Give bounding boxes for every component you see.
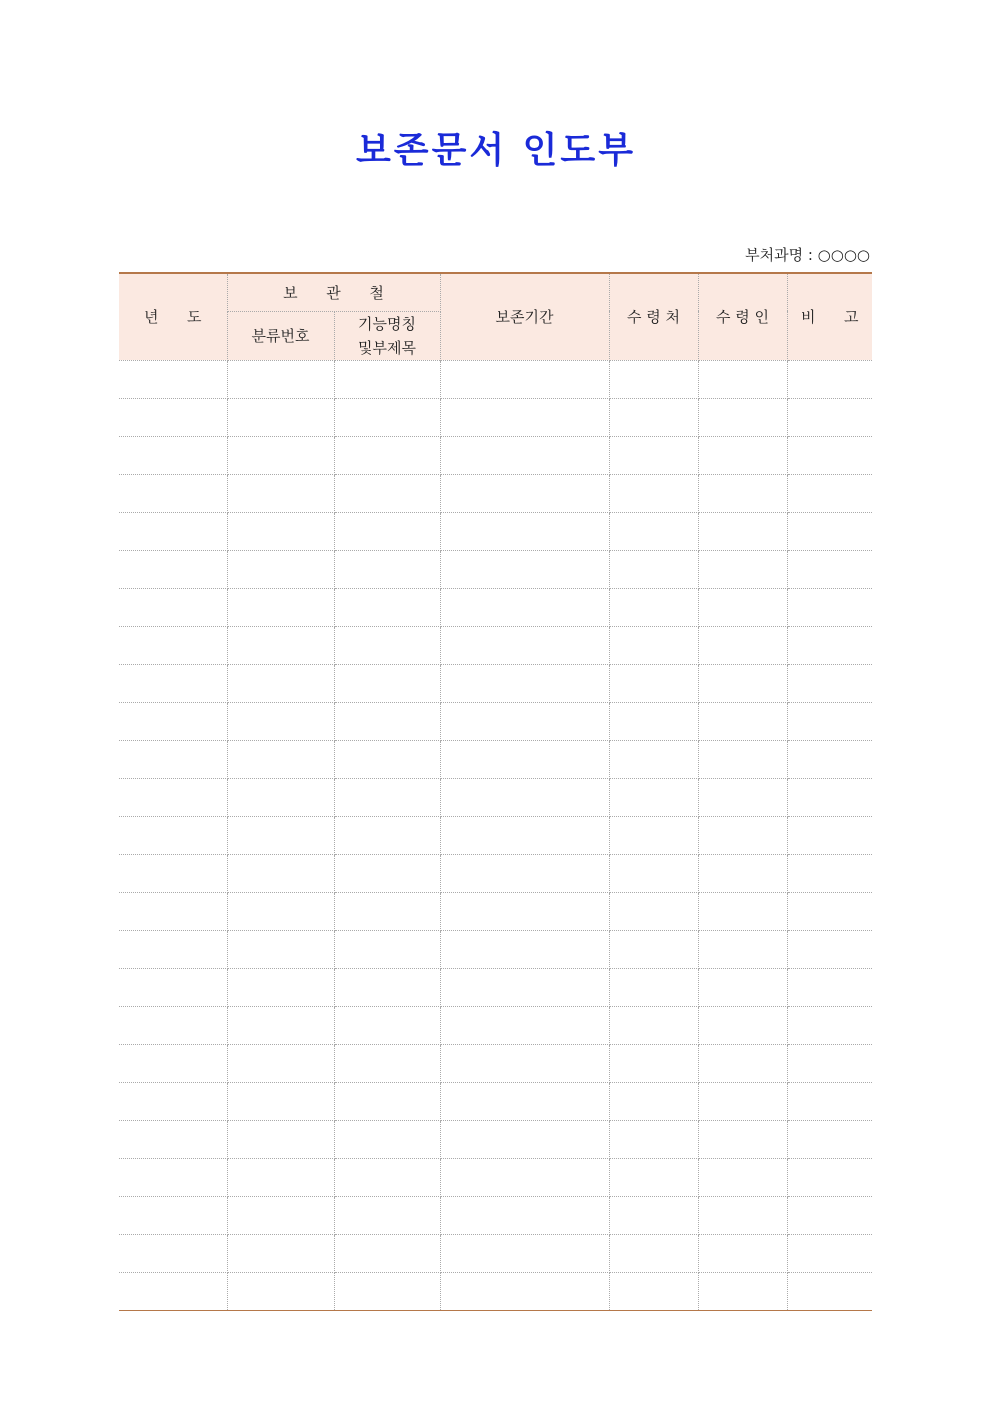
year-cell[interactable]: [119, 550, 227, 588]
recipient-place-cell[interactable]: [609, 1196, 698, 1234]
class-no-cell[interactable]: [227, 436, 334, 474]
remarks-cell[interactable]: [787, 398, 872, 436]
year-cell[interactable]: [119, 1272, 227, 1310]
remarks-cell[interactable]: [787, 436, 872, 474]
retention-cell[interactable]: [440, 626, 609, 664]
recipient-person-cell[interactable]: [698, 740, 787, 778]
class-no-cell[interactable]: [227, 398, 334, 436]
header-year: 년 도: [119, 273, 227, 360]
function-name-cell[interactable]: [334, 892, 440, 930]
table-row: [119, 1272, 872, 1310]
year-cell[interactable]: [119, 892, 227, 930]
function-name-cell[interactable]: [334, 398, 440, 436]
recipient-person-cell[interactable]: [698, 854, 787, 892]
header-function-name-line2: 및부제목: [358, 338, 416, 357]
table-row: [119, 588, 872, 626]
header-file-group: 보 관 철: [227, 273, 440, 311]
class-no-cell[interactable]: [227, 740, 334, 778]
remarks-cell[interactable]: [787, 1082, 872, 1120]
function-name-cell[interactable]: [334, 816, 440, 854]
recipient-place-cell[interactable]: [609, 664, 698, 702]
table-row: [119, 740, 872, 778]
function-name-cell[interactable]: [334, 1082, 440, 1120]
table-row: [119, 512, 872, 550]
class-no-cell[interactable]: [227, 778, 334, 816]
year-cell[interactable]: [119, 854, 227, 892]
recipient-person-cell[interactable]: [698, 968, 787, 1006]
recipient-place-cell[interactable]: [609, 626, 698, 664]
year-cell[interactable]: [119, 398, 227, 436]
function-name-cell[interactable]: [334, 1158, 440, 1196]
remarks-cell[interactable]: [787, 1234, 872, 1272]
function-name-cell[interactable]: [334, 360, 440, 398]
recipient-person-cell[interactable]: [698, 1196, 787, 1234]
class-no-cell[interactable]: [227, 892, 334, 930]
year-cell[interactable]: [119, 1234, 227, 1272]
retention-cell[interactable]: [440, 474, 609, 512]
remarks-cell[interactable]: [787, 892, 872, 930]
table-row: [119, 1082, 872, 1120]
class-no-cell[interactable]: [227, 702, 334, 740]
table-row: [119, 854, 872, 892]
class-no-cell[interactable]: [227, 1044, 334, 1082]
class-no-cell[interactable]: [227, 588, 334, 626]
year-cell[interactable]: [119, 1044, 227, 1082]
remarks-cell[interactable]: [787, 474, 872, 512]
year-cell[interactable]: [119, 702, 227, 740]
class-no-cell[interactable]: [227, 474, 334, 512]
function-name-cell[interactable]: [334, 588, 440, 626]
function-name-cell[interactable]: [334, 512, 440, 550]
retention-cell[interactable]: [440, 702, 609, 740]
function-name-cell[interactable]: [334, 550, 440, 588]
class-no-cell[interactable]: [227, 854, 334, 892]
year-cell[interactable]: [119, 474, 227, 512]
recipient-person-cell[interactable]: [698, 778, 787, 816]
header-function-name-line1: 기능명칭: [358, 314, 416, 333]
recipient-person-cell[interactable]: [698, 436, 787, 474]
retention-cell[interactable]: [440, 778, 609, 816]
header-remarks: 비 고: [787, 273, 872, 360]
class-no-cell[interactable]: [227, 664, 334, 702]
recipient-place-cell[interactable]: [609, 1120, 698, 1158]
retention-cell[interactable]: [440, 1044, 609, 1082]
table-row: [119, 778, 872, 816]
remarks-cell[interactable]: [787, 1158, 872, 1196]
retention-cell[interactable]: [440, 398, 609, 436]
remarks-cell[interactable]: [787, 588, 872, 626]
recipient-place-cell[interactable]: [609, 550, 698, 588]
retention-cell[interactable]: [440, 360, 609, 398]
year-cell[interactable]: [119, 664, 227, 702]
header-retention: 보존기간: [440, 273, 609, 360]
table-row: [119, 1120, 872, 1158]
year-cell[interactable]: [119, 816, 227, 854]
page-title: 보존문서 인도부: [356, 130, 636, 171]
retention-cell[interactable]: [440, 588, 609, 626]
retention-cell[interactable]: [440, 740, 609, 778]
remarks-cell[interactable]: [787, 1272, 872, 1310]
function-name-cell[interactable]: [334, 778, 440, 816]
year-cell[interactable]: [119, 968, 227, 1006]
function-name-cell[interactable]: [334, 1006, 440, 1044]
recipient-person-cell[interactable]: [698, 474, 787, 512]
class-no-cell[interactable]: [227, 930, 334, 968]
recipient-person-cell[interactable]: [698, 1120, 787, 1158]
table-row: [119, 968, 872, 1006]
remarks-cell[interactable]: [787, 968, 872, 1006]
table-row: [119, 702, 872, 740]
function-name-cell[interactable]: [334, 740, 440, 778]
year-cell[interactable]: [119, 1158, 227, 1196]
class-no-cell[interactable]: [227, 1006, 334, 1044]
table-row: [119, 550, 872, 588]
recipient-place-cell[interactable]: [609, 892, 698, 930]
retention-cell[interactable]: [440, 512, 609, 550]
year-cell[interactable]: [119, 512, 227, 550]
remarks-cell[interactable]: [787, 512, 872, 550]
function-name-cell[interactable]: [334, 854, 440, 892]
remarks-cell[interactable]: [787, 778, 872, 816]
year-cell[interactable]: [119, 1006, 227, 1044]
header-recipient-person: 수 령 인: [698, 273, 787, 360]
recipient-place-cell[interactable]: [609, 360, 698, 398]
remarks-cell[interactable]: [787, 1120, 872, 1158]
retention-cell[interactable]: [440, 1196, 609, 1234]
year-cell[interactable]: [119, 588, 227, 626]
recipient-person-cell[interactable]: [698, 892, 787, 930]
recipient-person-cell[interactable]: [698, 1234, 787, 1272]
class-no-cell[interactable]: [227, 1158, 334, 1196]
department-label: 부처과명 : ○○○○: [745, 246, 870, 264]
table-row: [119, 360, 872, 398]
year-cell[interactable]: [119, 778, 227, 816]
table-row: [119, 664, 872, 702]
recipient-place-cell[interactable]: [609, 512, 698, 550]
recipient-person-cell[interactable]: [698, 626, 787, 664]
transfer-table: [119, 272, 872, 1311]
class-no-cell[interactable]: [227, 360, 334, 398]
recipient-person-cell[interactable]: [698, 930, 787, 968]
table-row: [119, 930, 872, 968]
recipient-place-cell[interactable]: [609, 930, 698, 968]
table-row: [119, 1006, 872, 1044]
header-function-name: [334, 311, 440, 360]
remarks-cell[interactable]: [787, 1006, 872, 1044]
remarks-cell[interactable]: [787, 1044, 872, 1082]
recipient-person-cell[interactable]: [698, 512, 787, 550]
recipient-place-cell[interactable]: [609, 436, 698, 474]
table-row: [119, 474, 872, 512]
retention-cell[interactable]: [440, 892, 609, 930]
retention-cell[interactable]: [440, 1234, 609, 1272]
table-row: [119, 816, 872, 854]
header-recipient-place: 수 령 처: [609, 273, 698, 360]
year-cell[interactable]: [119, 626, 227, 664]
recipient-person-cell[interactable]: [698, 702, 787, 740]
recipient-place-cell[interactable]: [609, 1158, 698, 1196]
retention-cell[interactable]: [440, 1272, 609, 1310]
table-row: [119, 1234, 872, 1272]
recipient-place-cell[interactable]: [609, 854, 698, 892]
function-name-cell[interactable]: [334, 930, 440, 968]
retention-cell[interactable]: [440, 1158, 609, 1196]
retention-cell[interactable]: [440, 1120, 609, 1158]
class-no-cell[interactable]: [227, 512, 334, 550]
function-name-cell[interactable]: [334, 664, 440, 702]
function-name-cell[interactable]: [334, 474, 440, 512]
remarks-cell[interactable]: [787, 854, 872, 892]
table-row: [119, 626, 872, 664]
recipient-person-cell[interactable]: [698, 1272, 787, 1310]
table-row: [119, 1044, 872, 1082]
recipient-person-cell[interactable]: [698, 550, 787, 588]
recipient-person-cell[interactable]: [698, 588, 787, 626]
recipient-place-cell[interactable]: [609, 1006, 698, 1044]
function-name-cell[interactable]: [334, 1120, 440, 1158]
class-no-cell[interactable]: [227, 1234, 334, 1272]
year-cell[interactable]: [119, 930, 227, 968]
class-no-cell[interactable]: [227, 968, 334, 1006]
table-row: [119, 398, 872, 436]
year-cell[interactable]: [119, 1082, 227, 1120]
retention-cell[interactable]: [440, 1006, 609, 1044]
function-name-cell[interactable]: [334, 1234, 440, 1272]
class-no-cell[interactable]: [227, 816, 334, 854]
function-name-cell[interactable]: [334, 702, 440, 740]
recipient-place-cell[interactable]: [609, 816, 698, 854]
remarks-cell[interactable]: [787, 816, 872, 854]
year-cell[interactable]: [119, 1196, 227, 1234]
function-name-cell[interactable]: [334, 1272, 440, 1310]
recipient-place-cell[interactable]: [609, 1234, 698, 1272]
recipient-place-cell[interactable]: [609, 968, 698, 1006]
retention-cell[interactable]: [440, 816, 609, 854]
function-name-cell[interactable]: [334, 436, 440, 474]
recipient-person-cell[interactable]: [698, 664, 787, 702]
remarks-cell[interactable]: [787, 930, 872, 968]
retention-cell[interactable]: [440, 930, 609, 968]
table-row: [119, 436, 872, 474]
retention-cell[interactable]: [440, 550, 609, 588]
table-row: [119, 892, 872, 930]
recipient-place-cell[interactable]: [609, 474, 698, 512]
retention-cell[interactable]: [440, 968, 609, 1006]
class-no-cell[interactable]: [227, 550, 334, 588]
recipient-place-cell[interactable]: [609, 588, 698, 626]
year-cell[interactable]: [119, 740, 227, 778]
recipient-person-cell[interactable]: [698, 1006, 787, 1044]
retention-cell[interactable]: [440, 664, 609, 702]
class-no-cell[interactable]: [227, 1196, 334, 1234]
function-name-cell[interactable]: [334, 1196, 440, 1234]
recipient-person-cell[interactable]: [698, 1082, 787, 1120]
class-no-cell[interactable]: [227, 1120, 334, 1158]
header-class-no: 분류번호: [227, 311, 334, 360]
remarks-cell[interactable]: [787, 664, 872, 702]
remarks-cell[interactable]: [787, 360, 872, 398]
year-cell[interactable]: [119, 436, 227, 474]
remarks-cell[interactable]: [787, 1196, 872, 1234]
remarks-cell[interactable]: [787, 626, 872, 664]
recipient-person-cell[interactable]: [698, 816, 787, 854]
class-no-cell[interactable]: [227, 626, 334, 664]
year-cell[interactable]: [119, 1120, 227, 1158]
recipient-person-cell[interactable]: [698, 1044, 787, 1082]
remarks-cell[interactable]: [787, 702, 872, 740]
recipient-person-cell[interactable]: [698, 398, 787, 436]
recipient-place-cell[interactable]: [609, 702, 698, 740]
remarks-cell[interactable]: [787, 550, 872, 588]
function-name-cell[interactable]: [334, 626, 440, 664]
retention-cell[interactable]: [440, 1082, 609, 1120]
retention-cell[interactable]: [440, 436, 609, 474]
recipient-place-cell[interactable]: [609, 398, 698, 436]
remarks-cell[interactable]: [787, 740, 872, 778]
function-name-cell[interactable]: [334, 968, 440, 1006]
class-no-cell[interactable]: [227, 1272, 334, 1310]
recipient-place-cell[interactable]: [609, 778, 698, 816]
year-cell[interactable]: [119, 360, 227, 398]
recipient-person-cell[interactable]: [698, 1158, 787, 1196]
recipient-place-cell[interactable]: [609, 1044, 698, 1082]
function-name-cell[interactable]: [334, 1044, 440, 1082]
recipient-person-cell[interactable]: [698, 360, 787, 398]
recipient-place-cell[interactable]: [609, 740, 698, 778]
table-row: [119, 1196, 872, 1234]
recipient-place-cell[interactable]: [609, 1272, 698, 1310]
recipient-place-cell[interactable]: [609, 1082, 698, 1120]
retention-cell[interactable]: [440, 854, 609, 892]
table-body: [119, 360, 872, 1310]
table-row: [119, 1158, 872, 1196]
class-no-cell[interactable]: [227, 1082, 334, 1120]
